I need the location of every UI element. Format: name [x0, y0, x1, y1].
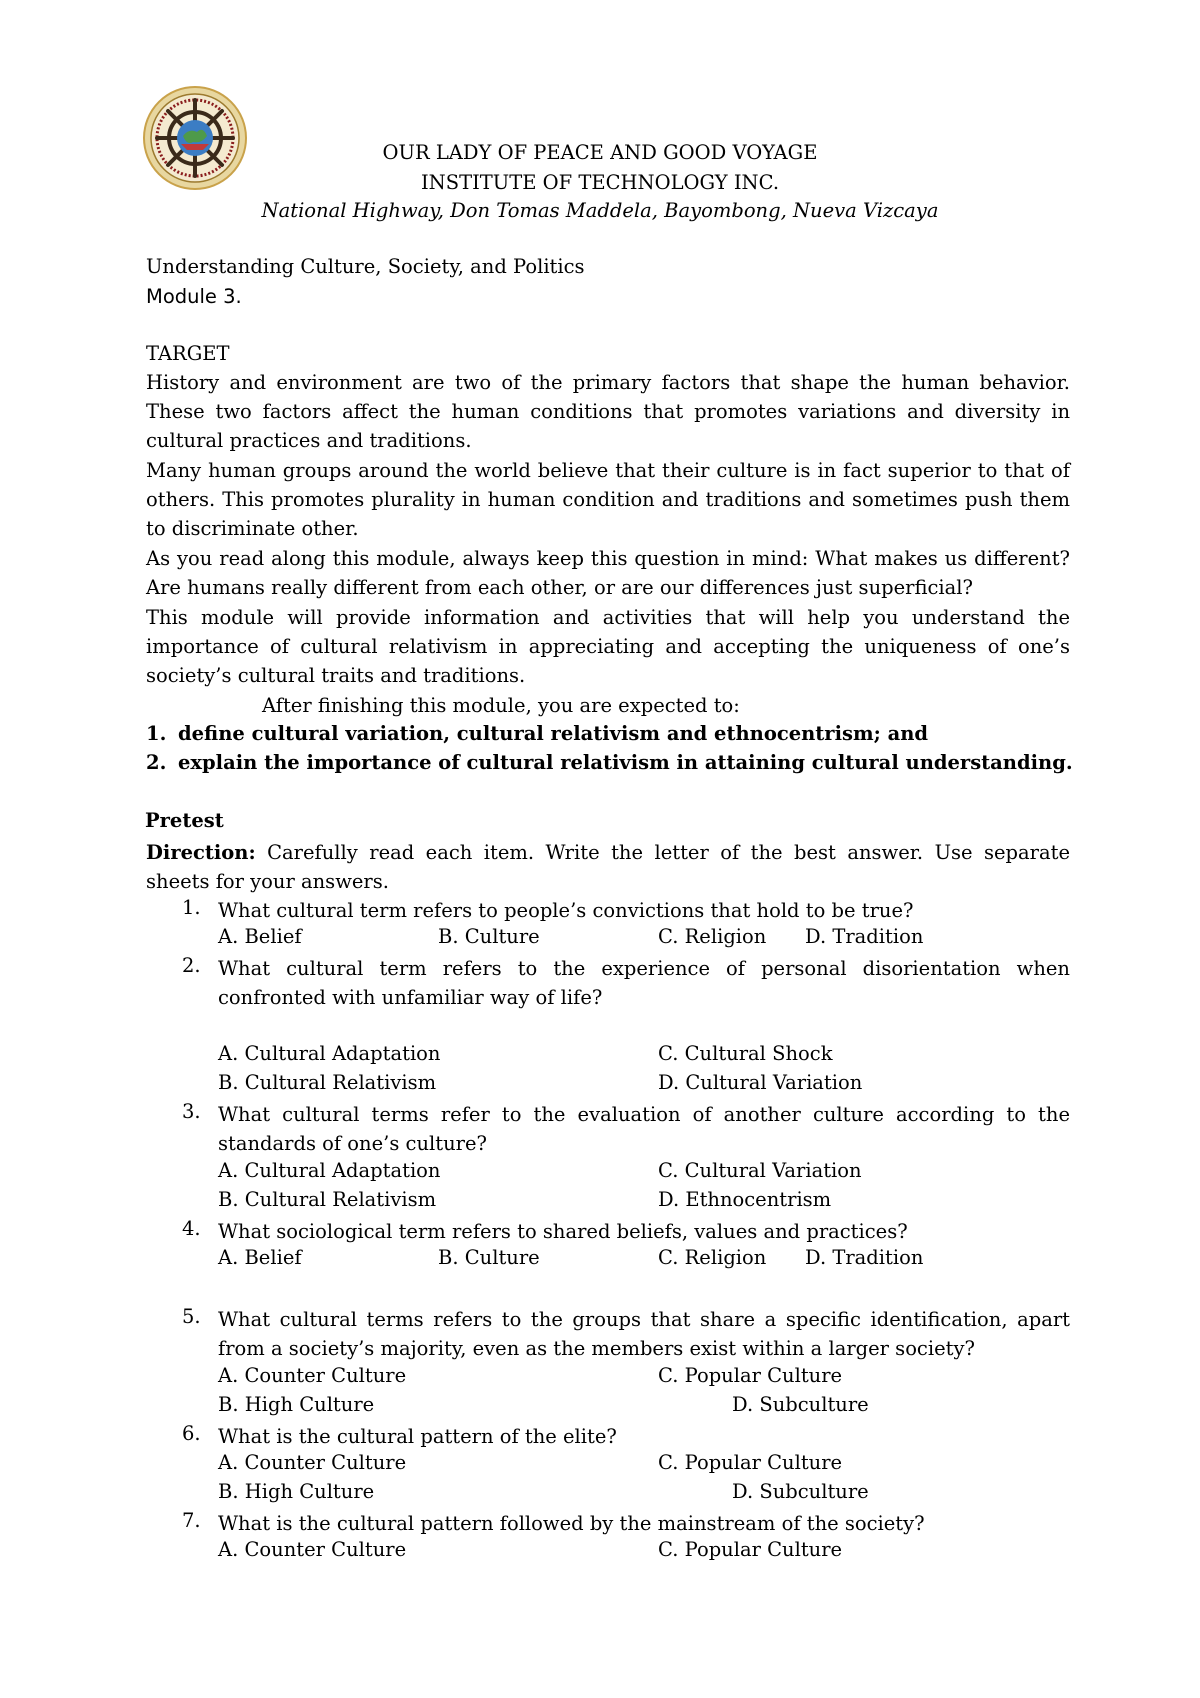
option: A. Belief — [218, 925, 302, 948]
option: A. Cultural Adaptation — [218, 1159, 441, 1182]
school-address: National Highway, Don Tomas Maddela, Bayombong, Nueva Vizcaya — [261, 199, 939, 222]
module-title: Module 3. — [146, 285, 242, 308]
school-name-line1: OUR LADY OF PEACE AND GOOD VOYAGE — [382, 141, 818, 164]
option: B. High Culture — [218, 1393, 375, 1416]
direction-label: Direction: — [146, 841, 256, 864]
question-number: 6. — [182, 1422, 201, 1445]
option: C. Popular Culture — [658, 1538, 843, 1561]
question-number: 5. — [182, 1305, 201, 1328]
option: A. Cultural Adaptation — [218, 1042, 441, 1065]
objective-number: 2. — [146, 751, 167, 774]
question-text: What is the cultural pattern followed by the mainstream of the society? — [218, 1512, 925, 1535]
option: B. Cultural Relativism — [218, 1188, 437, 1211]
option: A. Counter Culture — [218, 1538, 407, 1561]
target-heading: TARGET — [146, 342, 230, 365]
option: B. Culture — [438, 925, 540, 948]
objective-text: define cultural variation, cultural relativism and ethnocentrism; and — [178, 722, 929, 745]
objective-text: explain the importance of cultural relativism in attaining cultural understanding. — [178, 751, 1073, 774]
option: C. Religion — [658, 925, 767, 948]
school-name-line2: INSTITUTE OF TECHNOLOGY INC. — [420, 171, 780, 194]
option: C. Cultural Variation — [658, 1159, 862, 1182]
option: A. Belief — [218, 1246, 302, 1269]
course-title: Understanding Culture, Society, and Politics — [146, 255, 585, 278]
option: B. Culture — [438, 1246, 540, 1269]
target-paragraph-4: This module will provide information and activities that will help you understand the importance of cultural relativism in appreciating and accepting the uniqueness of one’s society’s cultural traits and traditions. — [146, 606, 1070, 688]
question-number: 7. — [182, 1509, 201, 1532]
option: A. Counter Culture — [218, 1451, 407, 1474]
option: D. Ethnocentrism — [658, 1188, 832, 1211]
question-text: What cultural term refers to people’s convictions that hold to be true? — [218, 899, 914, 922]
question-text: What cultural terms refers to the groups that share a specific identification, apart from a society’s majority, even as the members exist within a larger society? — [218, 1308, 1070, 1361]
option: D. Subculture — [732, 1480, 869, 1503]
option: D. Subculture — [732, 1393, 869, 1416]
question-number: 4. — [182, 1217, 201, 1240]
question-text: What sociological term refers to shared beliefs, values and practices? — [218, 1220, 908, 1243]
pretest-heading: Pretest — [145, 809, 224, 832]
option: D. Tradition — [805, 1246, 924, 1269]
option: C. Cultural Shock — [658, 1042, 833, 1065]
option: D. Tradition — [805, 925, 924, 948]
question-text: What cultural term refers to the experience of personal disorientation when confronted with unfamiliar way of life? — [218, 957, 1070, 1010]
option: B. Cultural Relativism — [218, 1071, 437, 1094]
option: D. Cultural Variation — [658, 1071, 863, 1094]
question-text: What cultural terms refer to the evaluation of another culture according to the standards of one’s culture? — [218, 1103, 1070, 1156]
direction-text: Carefully read each item. Write the letter of the best answer. Use separate sheets for your answers. — [146, 841, 1070, 894]
target-paragraph-2: Many human groups around the world believe that their culture is in fact superior to that of others. This promotes plurality in human condition and traditions and sometimes push them to discriminate other. — [146, 459, 1070, 541]
option: C. Popular Culture — [658, 1364, 843, 1387]
option: C. Popular Culture — [658, 1451, 843, 1474]
expected-intro: After finishing this module, you are expected to: — [262, 694, 740, 717]
pretest-direction — [146, 838, 1070, 896]
option: A. Counter Culture — [218, 1364, 407, 1387]
question-text: What is the cultural pattern of the elite? — [218, 1425, 617, 1448]
objective-number: 1. — [146, 722, 167, 745]
question-number: 2. — [182, 954, 201, 977]
target-paragraph-1: History and environment are two of the primary factors that shape the human behavior. These two factors affect the human conditions that promotes variations and diversity in cultural practices and traditions. — [146, 371, 1070, 453]
option: C. Religion — [658, 1246, 767, 1269]
question-number: 1. — [182, 896, 201, 919]
target-paragraph-3: As you read along this module, always keep this question in mind: What makes us different? Are humans really different from each other, or are our differences just superficial? — [146, 547, 1070, 600]
question-number: 3. — [182, 1100, 201, 1123]
option: B. High Culture — [218, 1480, 375, 1503]
